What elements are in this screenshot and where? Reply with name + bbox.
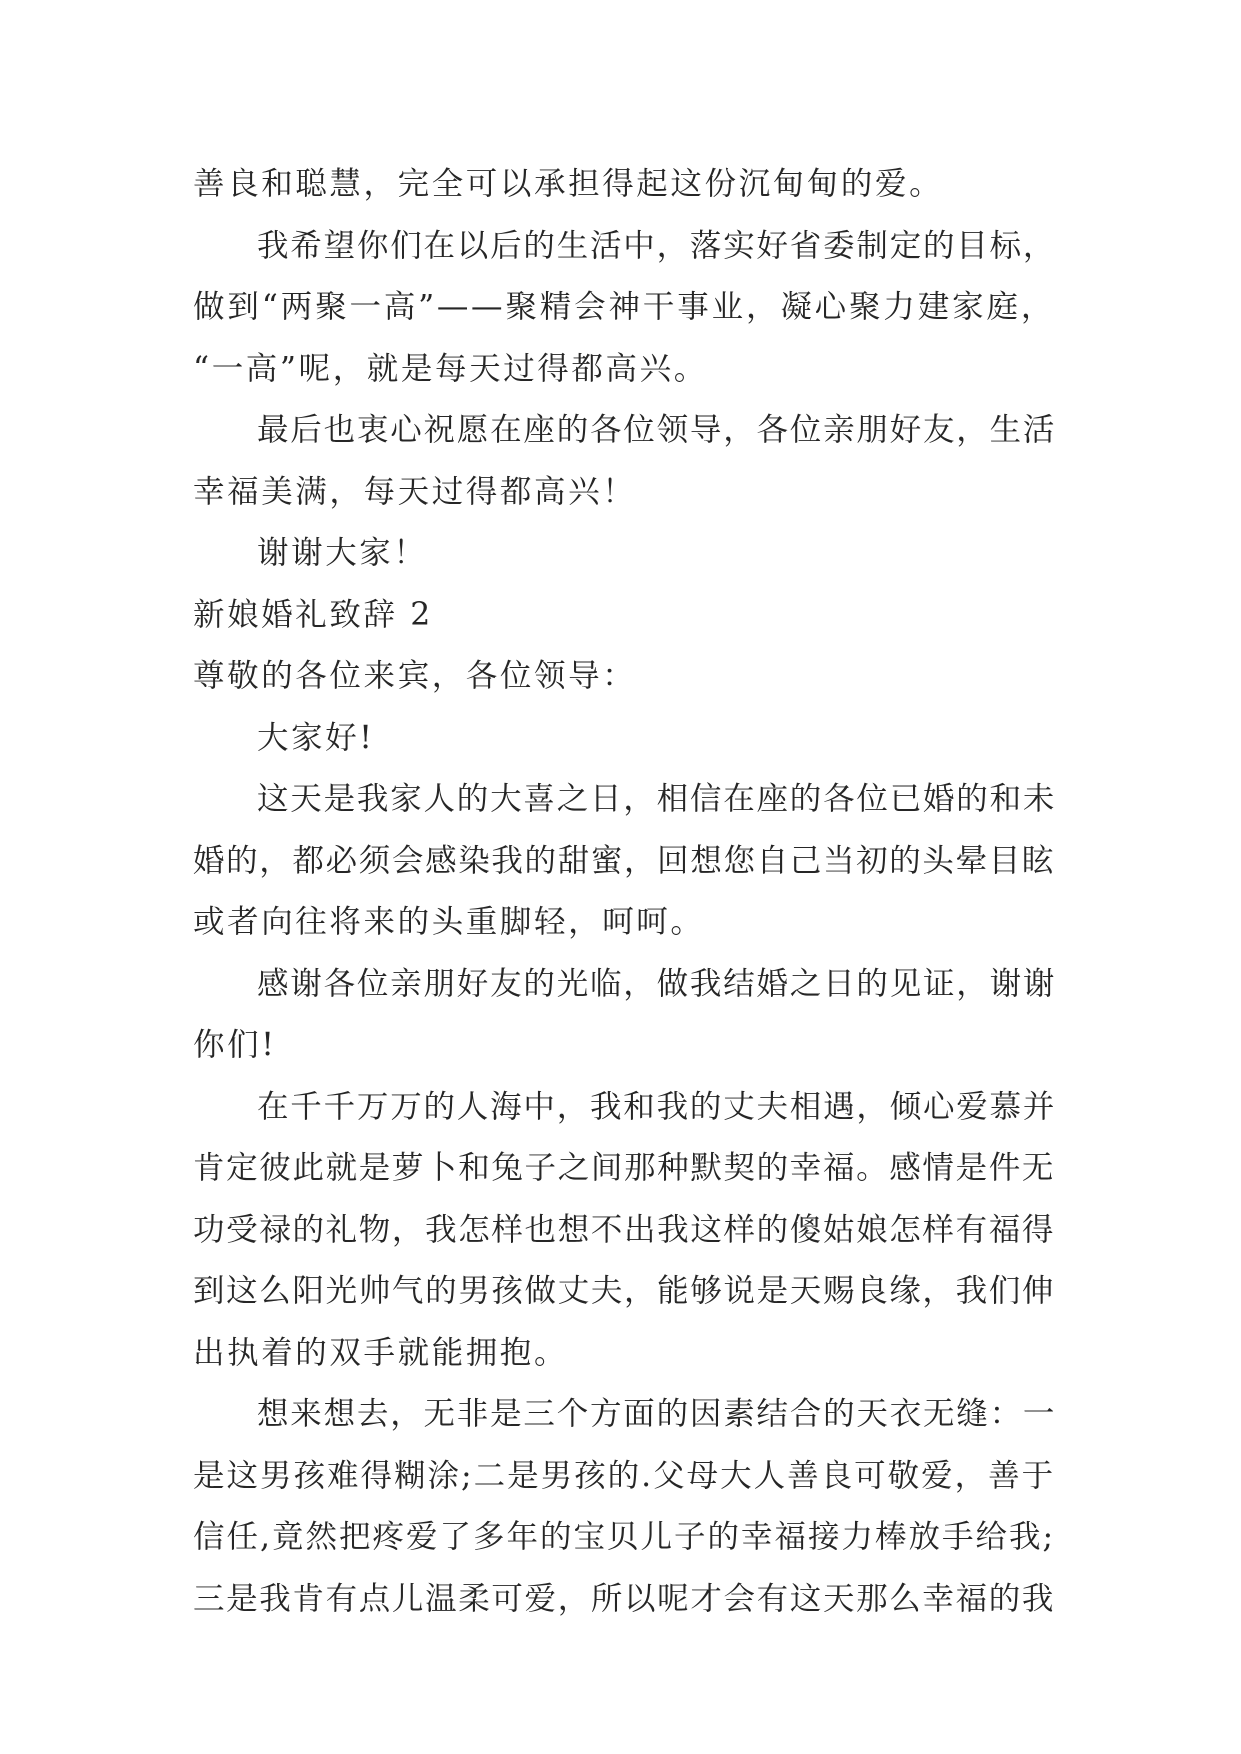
greeting: 大家好! (257, 719, 375, 756)
text-line: 信任,竟然把疼爱了多年的宝贝儿子的幸福接力棒放手给我; (193, 1519, 1056, 1555)
text-line: 最后也衷心祝愿在座的各位领导，各位亲朋好友，生活 (257, 412, 1057, 448)
text-line: 幸福美满，每天过得都高兴！ (193, 473, 637, 510)
text-line: 婚的，都必须会感染我的甜蜜，回想您自己当初的头晕目眩 (193, 842, 1055, 879)
text-line: 或者向往将来的头重脚轻，呵呵。 (193, 904, 705, 940)
text-line: 肯定彼此就是萝卜和兔子之间那种默契的幸福。感情是件无 (193, 1150, 1055, 1186)
text-line: 到这么阳光帅气的男孩做丈夫，能够说是天赐良缘，我们伸 (193, 1273, 1055, 1309)
text-line: 三是我肯有点儿温柔可爱，所以呢才会有这天那么幸福的我 (193, 1580, 1055, 1617)
text-line: “一高”呢，就是每天过得都高兴。 (193, 350, 708, 387)
text-line: 感谢各位亲朋好友的光临，做我结婚之日的见证，谢谢 (257, 965, 1057, 1002)
text-line: 这天是我家人的大喜之日，相信在座的各位已婚的和未 (257, 781, 1057, 817)
text-line: 出执着的双手就能拥抱。 (193, 1334, 569, 1371)
document-body (193, 154, 1055, 1630)
section-heading: 新娘婚礼致辞 2 (193, 596, 433, 633)
text-line: 是这男孩难得糊涂;二是男孩的.父母大人善良可敬爱，善于 (193, 1457, 1056, 1494)
text-line: 你们! (193, 1027, 277, 1063)
text-line: 想来想去，无非是三个方面的因素结合的天衣无缝：一 (257, 1396, 1057, 1432)
text-line: 我希望你们在以后的生活中，落实好省委制定的目标， (257, 227, 1057, 264)
text-line: 谢谢大家！ (257, 535, 428, 571)
salutation: 尊敬的各位来宾，各位领导： (193, 658, 637, 694)
text-line: 功受禄的礼物，我怎样也想不出我这样的傻姑娘怎样有福得 (193, 1211, 1055, 1248)
text-line: 善良和聪慧，完全可以承担得起这份沉甸甸的爱。 (193, 166, 944, 202)
text-line: 在千千万万的人海中，我和我的丈夫相遇，倾心爱慕并 (257, 1088, 1057, 1125)
text-line: 做到“两聚一高”——聚精会神干事业，凝心聚力建家庭， (193, 289, 1055, 325)
